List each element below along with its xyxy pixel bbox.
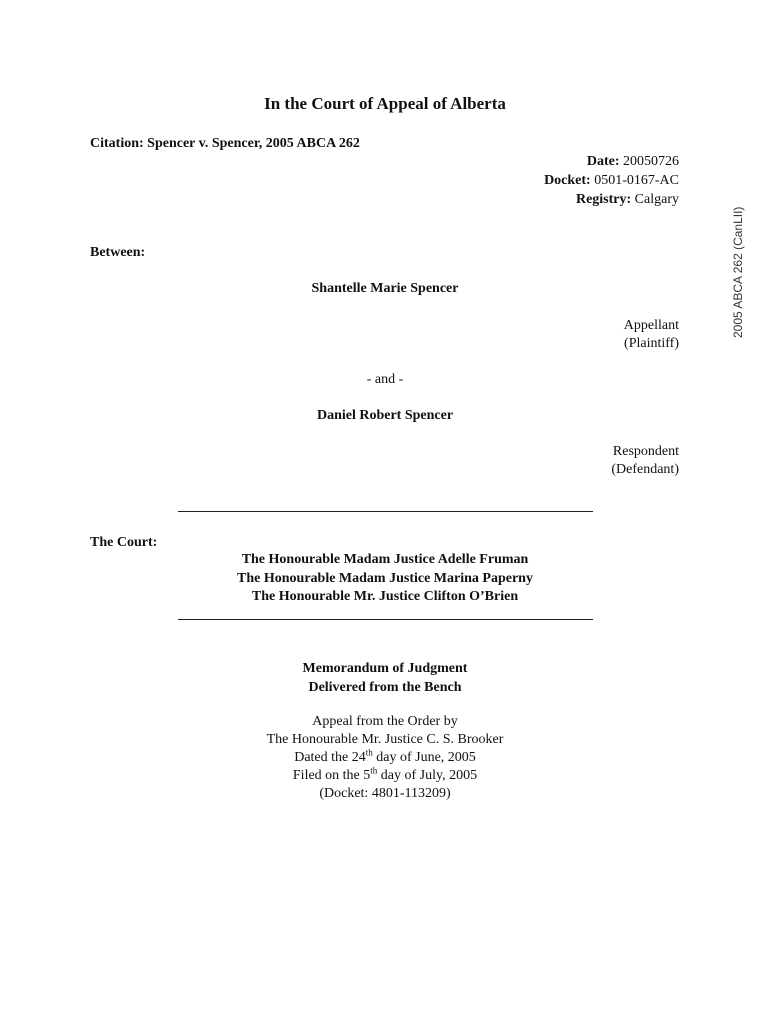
registry-line	[544, 190, 679, 209]
justice-name: The Honourable Madam Justice Marina Paperny	[237, 570, 533, 586]
respondent-role-title: Respondent	[612, 444, 679, 459]
citation-label: Citation:	[90, 136, 144, 151]
respondent-name: Daniel Robert Spencer	[316, 408, 454, 423]
appellant-role	[624, 317, 679, 353]
appeal-docket: (Docket: 4801-113209)	[319, 786, 451, 801]
memorandum-title: Memorandum of Judgment	[302, 661, 468, 676]
appeal-line: Appeal from the Order by	[312, 714, 458, 729]
justice-name: The Honourable Madam Justice Adelle Fruman	[241, 552, 529, 567]
appeal-filed: Filed on the 5th day of July, 2005	[292, 765, 478, 783]
registry-label: Registry:	[575, 192, 632, 207]
court-title: In the Court of Appeal of Alberta	[264, 94, 506, 113]
appeal-dated: Dated the 24th day of June, 2005	[294, 747, 476, 765]
divider-top	[178, 511, 593, 512]
registry-value: Calgary	[634, 192, 679, 207]
memorandum-heading	[0, 660, 770, 697]
docket-line	[544, 171, 679, 190]
date-value: 20050726	[623, 154, 679, 169]
docket-value: 0501-0167-AC	[594, 173, 679, 188]
party-separator: - and -	[366, 372, 404, 387]
appellant-role-sub: (Plaintiff)	[624, 336, 679, 351]
citation	[90, 135, 360, 153]
docket-label: Docket:	[544, 173, 591, 188]
date-line	[544, 152, 679, 171]
appellant-role-title: Appellant	[623, 318, 679, 333]
between-label: Between:	[90, 245, 146, 260]
appellant-name: Shantelle Marie Spencer	[311, 281, 459, 296]
respondent-role	[611, 443, 679, 479]
date-label: Date:	[586, 154, 620, 169]
side-stamp-text: 2005 ABCA 262 (CanLII)	[731, 206, 745, 338]
citation-value: Spencer v. Spencer, 2005 ABCA 262	[147, 136, 360, 151]
court-label: The Court:	[90, 535, 158, 550]
appeal-details	[0, 713, 770, 803]
case-metadata	[544, 152, 679, 209]
appeal-judge: The Honourable Mr. Justice C. S. Brooker	[266, 732, 504, 747]
respondent-role-sub: (Defendant)	[611, 462, 679, 477]
justices-list	[0, 551, 770, 607]
justice-name: The Honourable Mr. Justice Clifton O’Brien	[251, 589, 519, 604]
memorandum-subtitle: Delivered from the Bench	[308, 679, 462, 695]
divider-bottom	[178, 619, 593, 620]
